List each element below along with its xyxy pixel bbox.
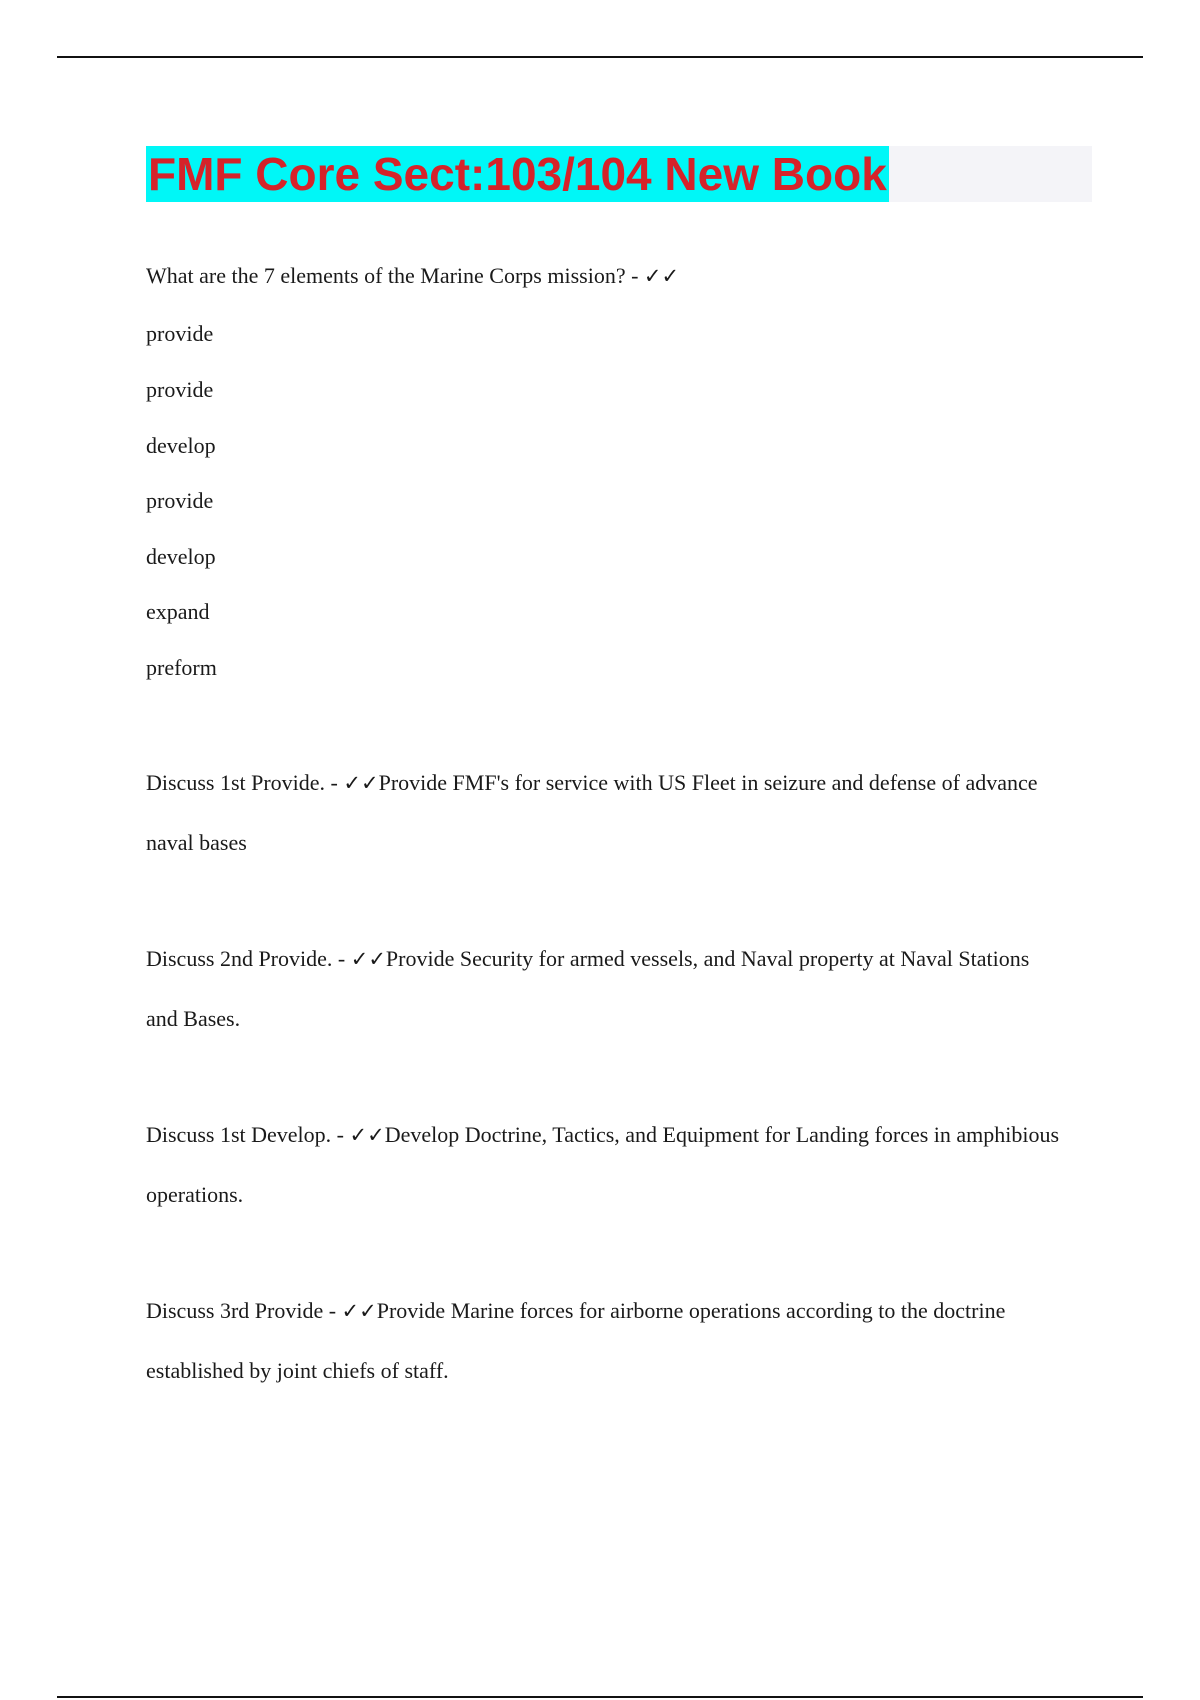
discussion-item	[146, 753, 1066, 873]
discussion-prompt: Discuss 1st Develop. -	[146, 1122, 350, 1147]
element-item: preform	[146, 655, 217, 680]
question-text: What are the 7 elements of the Marine Corps mission? -	[146, 263, 644, 288]
discussion-item	[146, 1105, 1066, 1225]
element-item: provide	[146, 377, 214, 402]
discussion-answer: Provide FMF's for service with US Fleet in seizure and defense of advance naval bases	[146, 770, 1038, 855]
discussion-answer: Provide Marine forces for airborne operations according to the doctrine established by joint chiefs of staff.	[146, 1298, 1006, 1383]
discussion-answer: Provide Security for armed vessels, and Naval property at Naval Stations and Bases.	[146, 946, 1030, 1031]
page-title: FMF Core Sect:103/104 New Book	[148, 148, 887, 200]
element-item: provide	[146, 488, 214, 513]
discussion-prompt: Discuss 2nd Provide. -	[146, 946, 351, 971]
check-icon: ✓✓	[350, 947, 386, 971]
check-icon: ✓✓	[643, 264, 680, 288]
check-icon: ✓✓	[349, 1123, 385, 1147]
element-item: develop	[146, 544, 216, 569]
discussion-prompt: Discuss 1st Provide. -	[146, 770, 344, 795]
discussion-prompt: Discuss 3rd Provide -	[146, 1298, 342, 1323]
element-item: expand	[146, 599, 210, 624]
top-rule	[57, 56, 1143, 58]
discussion-item	[146, 929, 1066, 1049]
question-line	[146, 263, 679, 289]
check-icon: ✓✓	[343, 771, 379, 795]
discussion-item	[146, 1281, 1066, 1401]
check-icon: ✓✓	[341, 1299, 377, 1323]
bottom-rule	[57, 1696, 1143, 1698]
element-item: provide	[146, 321, 214, 346]
discussion-answer: Develop Doctrine, Tactics, and Equipment for Landing forces in amphibious operations.	[146, 1122, 1060, 1207]
element-item: develop	[146, 433, 216, 458]
